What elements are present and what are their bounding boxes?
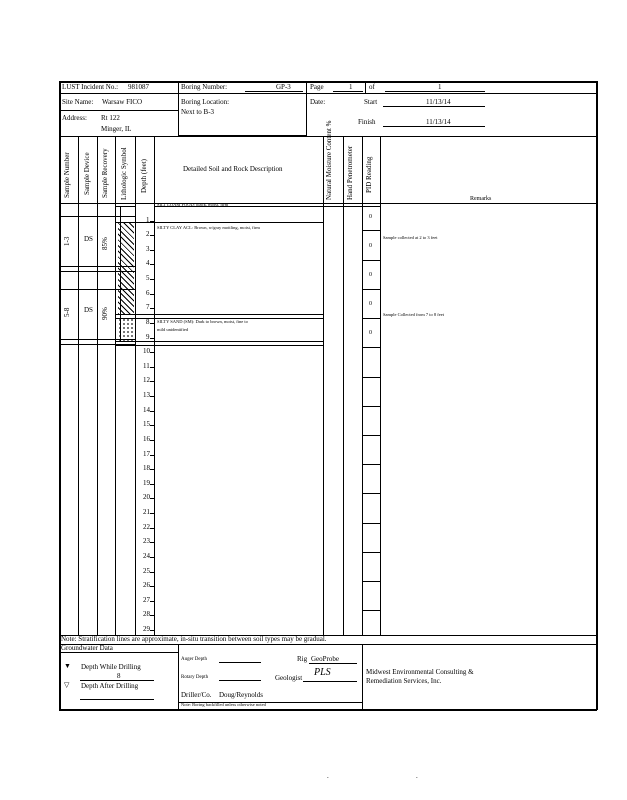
description-silty-sand-1[interactable]: SILTY SAND (SM): Dark to brown, moist, fine to bbox=[157, 319, 248, 324]
depth-label: 25 bbox=[143, 566, 150, 575]
finish-value[interactable]: 11/13/14 bbox=[426, 118, 451, 126]
depth-label: 5 bbox=[146, 274, 150, 283]
col-header-depth: Depth (feet) bbox=[140, 158, 148, 193]
col-header-remarks: Remarks bbox=[470, 196, 492, 202]
lust-label: LUST Incident No.: bbox=[62, 83, 119, 91]
col-line-moisture bbox=[343, 136, 344, 635]
col-line-penetrometer bbox=[362, 136, 363, 635]
pid-row-line bbox=[362, 552, 380, 553]
depth-label: 15 bbox=[143, 420, 150, 429]
boring-backfill-note: Note: Boring backfilled unless otherwise noted bbox=[181, 702, 266, 707]
pid-row-line bbox=[362, 523, 380, 524]
after-drilling-triangle-icon: ▽ bbox=[64, 681, 70, 689]
auger-depth-underline bbox=[219, 662, 261, 663]
depth-while-drilling-value[interactable]: 8 bbox=[117, 672, 121, 680]
start-value[interactable]: 11/13/14 bbox=[426, 98, 451, 106]
depth-label: 16 bbox=[143, 434, 150, 443]
lithology-inner-line bbox=[120, 206, 121, 342]
rig-underline bbox=[309, 663, 357, 664]
strata-line-5 bbox=[115, 345, 323, 346]
start-underline bbox=[383, 106, 485, 107]
depth-label: 10 bbox=[143, 347, 150, 356]
col-line-description bbox=[323, 136, 324, 635]
depth-tick bbox=[150, 630, 154, 631]
depth-tick bbox=[150, 352, 154, 353]
boring-location-label: Boring Location: bbox=[181, 98, 230, 106]
sample-1-device[interactable]: DS bbox=[84, 235, 93, 243]
start-label: Start bbox=[364, 98, 378, 106]
remark-sample-1[interactable]: Sample collected at 2 to 3 feet bbox=[383, 235, 438, 240]
geologist-label: Geologist bbox=[275, 674, 303, 682]
pid-row-line bbox=[362, 435, 380, 436]
pid-row-line bbox=[362, 230, 380, 231]
pid-row-line bbox=[362, 347, 380, 348]
footer-mark: . bbox=[416, 772, 418, 780]
depth-tick bbox=[150, 396, 154, 397]
driller-value[interactable]: Doug/Reynolds bbox=[219, 691, 263, 699]
pid-reading[interactable]: 0 bbox=[369, 214, 372, 220]
driller-label: Driller/Co. bbox=[181, 691, 212, 699]
header-row-line-4 bbox=[178, 135, 306, 136]
description-silty-sand-2[interactable]: mild unidentified bbox=[157, 327, 189, 332]
depth-label: 29 bbox=[143, 624, 150, 633]
col-header-pid-reading: PID Reading bbox=[365, 156, 373, 193]
of-label: of bbox=[369, 83, 375, 91]
sample-1-recovery[interactable]: 85% bbox=[101, 237, 109, 250]
rig-label: Rig bbox=[297, 655, 308, 663]
stratification-note: Note: Stratification lines are approximate, in-situ transition between soil types may be gradual. bbox=[61, 635, 327, 643]
depth-label: 9 bbox=[146, 332, 150, 341]
depth-tick bbox=[150, 308, 154, 309]
depth-tick bbox=[150, 615, 154, 616]
page-underline bbox=[333, 91, 363, 92]
auger-depth-label: Auger Depth bbox=[181, 657, 207, 662]
description-silty-clay[interactable]: SILTY CLAY ACL: Brown, w/gray mottling, moist, firm bbox=[157, 225, 260, 230]
depth-label: 27 bbox=[143, 595, 150, 604]
depth-tick bbox=[150, 601, 154, 602]
header-sep-3 bbox=[365, 81, 366, 93]
strata-line-2 bbox=[115, 314, 323, 315]
depth-tick bbox=[150, 323, 154, 324]
depth-label: 3 bbox=[146, 244, 150, 253]
depth-label: 8 bbox=[146, 317, 150, 326]
strata-line-4 bbox=[115, 341, 323, 342]
col-header-natural-moisture: Natural Moisture Content % bbox=[325, 120, 333, 200]
col-header-description: Detailed Soil and Rock Description bbox=[183, 165, 283, 173]
depth-label: 13 bbox=[143, 391, 150, 400]
depth-tick bbox=[150, 250, 154, 251]
rig-value[interactable]: GeoProbe bbox=[311, 655, 339, 663]
pid-row-line bbox=[362, 581, 380, 582]
depth-tick bbox=[150, 264, 154, 265]
depth-tick bbox=[150, 469, 154, 470]
col-line-sample-number bbox=[78, 136, 79, 635]
description-silt-loam[interactable]: SILT LOAM FOOD: black, moist, firm bbox=[157, 202, 229, 207]
header-row-line-2 bbox=[59, 110, 178, 111]
depth-tick bbox=[150, 586, 154, 587]
pid-row-line bbox=[362, 260, 380, 261]
depth-tick bbox=[150, 440, 154, 441]
depth-label: 19 bbox=[143, 478, 150, 487]
depth-label: 22 bbox=[143, 522, 150, 531]
groundwater-bottom-line bbox=[59, 652, 178, 653]
depth-label: 11 bbox=[143, 361, 150, 370]
depth-after-drilling-label: Depth After Drilling bbox=[81, 682, 139, 690]
col-header-lithologic-symbol: Lithologic Symbol bbox=[120, 147, 128, 200]
depth-tick bbox=[150, 367, 154, 368]
pid-reading[interactable]: 0 bbox=[369, 272, 372, 278]
while-drilling-underline bbox=[80, 680, 154, 681]
depth-label: 4 bbox=[146, 259, 150, 268]
depth-tick bbox=[150, 381, 154, 382]
while-drilling-triangle-icon: ▼ bbox=[64, 662, 71, 670]
boring-location-value[interactable]: Next to B-3 bbox=[181, 108, 215, 116]
col-header-sample-device: Sample Device bbox=[83, 152, 91, 195]
groundwater-label: Groundwater Data bbox=[61, 644, 113, 652]
pid-row-line bbox=[362, 493, 380, 494]
rotary-depth-label: Rotary Depth bbox=[181, 675, 209, 680]
sample-2-number[interactable]: 5-8 bbox=[63, 307, 71, 317]
depth-label: 7 bbox=[146, 303, 150, 312]
pid-row-line bbox=[362, 406, 380, 407]
depth-label: 17 bbox=[143, 449, 150, 458]
header-row-line-1 bbox=[59, 93, 597, 94]
lithology-cap bbox=[115, 206, 135, 207]
header-sep-2 bbox=[306, 81, 307, 136]
sample-1-number[interactable]: 1-3 bbox=[63, 236, 71, 246]
depth-tick bbox=[150, 294, 154, 295]
sample-2-device[interactable]: DS bbox=[84, 306, 93, 314]
depth-tick bbox=[150, 425, 154, 426]
col-line-depth bbox=[154, 136, 155, 635]
depth-tick bbox=[150, 279, 154, 280]
form-right-border bbox=[596, 81, 598, 710]
col-line-lithology bbox=[135, 136, 136, 635]
site-name-value[interactable]: Warsaw FICO bbox=[102, 98, 143, 106]
company-name-line-2: Remediation Services, Inc. bbox=[366, 677, 442, 685]
site-name-label: Site Name: bbox=[62, 98, 94, 106]
form-left-border bbox=[59, 81, 61, 710]
rotary-depth-underline bbox=[219, 680, 261, 681]
finish-underline bbox=[383, 126, 485, 127]
footer-sep-1 bbox=[178, 644, 179, 709]
geologist-underline bbox=[303, 681, 357, 682]
pid-row-line bbox=[362, 289, 380, 290]
depth-label: 26 bbox=[143, 581, 150, 590]
boring-number-value[interactable]: GP-3 bbox=[276, 83, 291, 91]
depth-label: 23 bbox=[143, 537, 150, 546]
depth-tick bbox=[150, 498, 154, 499]
company-name-line-1: Midwest Environmental Consulting & bbox=[366, 668, 474, 676]
col-line-recovery bbox=[115, 136, 116, 635]
depth-label: 21 bbox=[143, 508, 150, 517]
pid-reading[interactable]: 0 bbox=[369, 330, 372, 336]
depth-tick bbox=[150, 528, 154, 529]
finish-label: Finish bbox=[358, 118, 376, 126]
pid-row-line bbox=[362, 464, 380, 465]
depth-tick bbox=[150, 338, 154, 339]
footer-mark: . bbox=[327, 772, 329, 780]
header-sep-1 bbox=[178, 81, 179, 136]
footer-sep-2 bbox=[362, 644, 363, 709]
depth-label: 14 bbox=[143, 405, 150, 414]
depth-tick bbox=[150, 572, 154, 573]
col-header-sample-number: Sample Number bbox=[63, 152, 71, 198]
lust-value: 981087 bbox=[128, 83, 149, 91]
of-underline bbox=[385, 91, 485, 92]
date-label: Date: bbox=[310, 98, 326, 106]
pid-row-line bbox=[362, 318, 380, 319]
page-value[interactable]: 1 bbox=[349, 83, 353, 91]
col-line-sample-device bbox=[97, 136, 98, 635]
pid-reading[interactable]: 0 bbox=[369, 243, 372, 249]
depth-tick bbox=[150, 513, 154, 514]
pid-row-line bbox=[362, 610, 380, 611]
note-bottom-line bbox=[59, 644, 597, 645]
depth-tick bbox=[150, 411, 154, 412]
col-header-sample-recovery: Sample Recovery bbox=[101, 148, 109, 198]
depth-tick bbox=[150, 484, 154, 485]
address-line-2[interactable]: Minger, IL bbox=[101, 125, 132, 133]
depth-while-drilling-label: Depth While Drilling bbox=[81, 663, 141, 671]
depth-tick bbox=[150, 235, 154, 236]
depth-label: 18 bbox=[143, 464, 150, 473]
depth-tick bbox=[150, 221, 154, 222]
depth-label: 12 bbox=[143, 376, 150, 385]
depth-label: 20 bbox=[143, 493, 150, 502]
after-drilling-underline bbox=[80, 699, 154, 700]
address-line-1[interactable]: Rt 122 bbox=[101, 114, 120, 122]
column-header-bottom bbox=[59, 203, 597, 204]
page-label: Page bbox=[310, 83, 324, 91]
boring-number-underline bbox=[245, 91, 303, 92]
pid-row-line bbox=[362, 377, 380, 378]
depth-label: 24 bbox=[143, 551, 150, 560]
depth-label: 1 bbox=[146, 215, 150, 224]
col-line-pid bbox=[380, 136, 381, 635]
sample-2-recovery[interactable]: 90% bbox=[101, 307, 109, 320]
boring-number-label: Boring Number: bbox=[181, 83, 228, 91]
form-bottom-border bbox=[59, 709, 597, 711]
depth-label: 6 bbox=[146, 288, 150, 297]
depth-tick bbox=[150, 455, 154, 456]
depth-label: 2 bbox=[146, 230, 150, 239]
sample-1-top bbox=[59, 216, 135, 217]
pid-reading[interactable]: 0 bbox=[369, 301, 372, 307]
remark-sample-2[interactable]: Sample Collected from 7 to 8 feet bbox=[383, 312, 444, 317]
geologist-signature[interactable]: PLS bbox=[314, 667, 331, 678]
depth-tick bbox=[150, 542, 154, 543]
address-label: Address: bbox=[62, 114, 87, 122]
depth-tick bbox=[150, 557, 154, 558]
of-value[interactable]: 1 bbox=[438, 83, 442, 91]
depth-label: 28 bbox=[143, 610, 150, 619]
col-header-hand-penetrometer: Hand Penetrometer bbox=[346, 145, 354, 200]
